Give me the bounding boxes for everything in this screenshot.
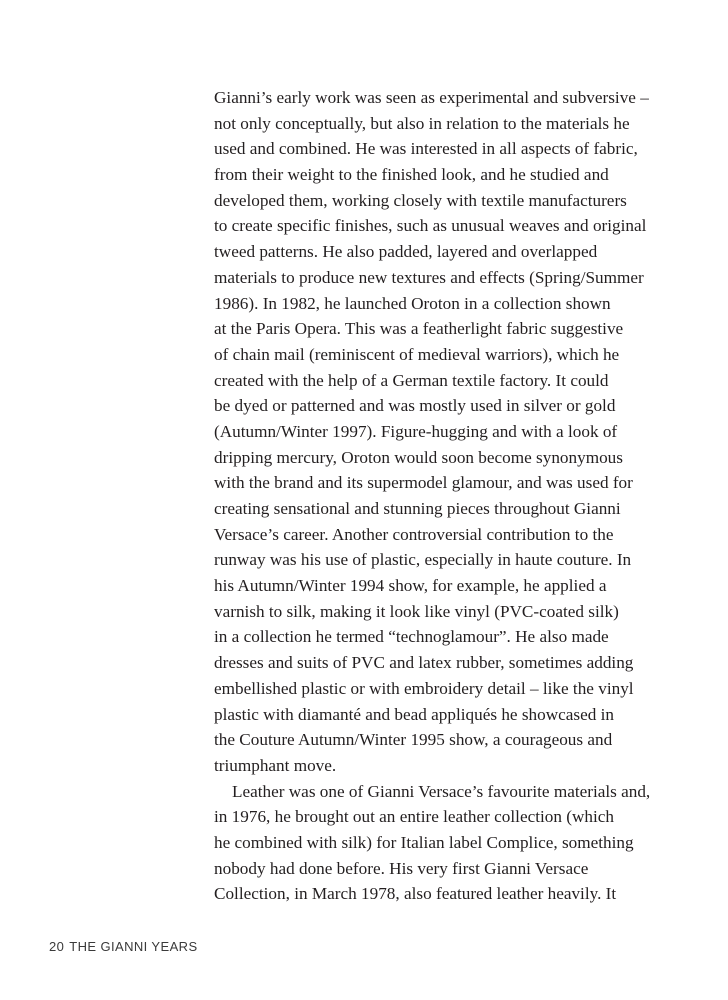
paragraph	[214, 779, 684, 907]
text-line: dripping mercury, Oroton would soon become synonymous	[214, 447, 623, 467]
text-line: be dyed or patterned and was mostly used in silver or gold	[214, 396, 616, 416]
body-text	[214, 85, 684, 907]
text-line: Gianni’s early work was seen as experimental and subversive –	[214, 88, 649, 107]
text-line: of chain mail (reminiscent of medieval warriors), which he	[214, 344, 620, 364]
text-line: materials to produce new textures and effects (Spring/Summer	[214, 267, 644, 287]
text-line: at the Paris Opera. This was a featherlight fabric suggestive	[214, 319, 624, 339]
text-line: in a collection he termed “technoglamour”. He also made	[214, 627, 609, 647]
text-line: his Autumn/Winter 1994 show, for example, he applied a	[214, 576, 607, 596]
text-line: used and combined. He was interested in all aspects of fabric,	[214, 139, 638, 159]
text-line: with the brand and its supermodel glamour, and was used for	[214, 473, 633, 493]
text-line: Versace’s career. Another controversial contribution to the	[214, 524, 614, 544]
text-line: from their weight to the finished look, and he studied and	[214, 165, 609, 185]
text-line: creating sensational and stunning pieces throughout Gianni	[214, 499, 621, 518]
text-line: varnish to silk, making it look like vinyl (PVC-coated silk)	[214, 601, 619, 621]
text-line: the Couture Autumn/Winter 1995 show, a courageous and	[214, 730, 613, 750]
text-line: 1986). In 1982, he launched Oroton in a collection shown	[214, 293, 611, 313]
text-line: tweed patterns. He also padded, layered and overlapped	[214, 242, 598, 262]
text-line: created with the help of a German textile factory. It could	[214, 370, 609, 390]
text-line: dresses and suits of PVC and latex rubber, sometimes adding	[214, 653, 634, 673]
text-line: plastic with diamanté and bead appliqués he showcased in	[214, 704, 614, 724]
text-line: (Autumn/Winter 1997). Figure-hugging and with a look of	[214, 421, 618, 441]
running-head: THE GIANNI YEARS	[69, 939, 198, 954]
text-line: Collection, in March 1978, also featured leather heavily. It	[214, 884, 617, 904]
paragraph	[214, 85, 684, 779]
text-line: developed them, working closely with textile manufacturers	[214, 190, 627, 210]
text-line: triumphant move.	[214, 755, 337, 775]
text-line: he combined with silk) for Italian label Complice, something	[214, 832, 634, 852]
text-line: not only conceptually, but also in relation to the materials he	[214, 113, 630, 133]
text-line: runway was his use of plastic, especially in haute couture. In	[214, 550, 632, 570]
text-line: embellished plastic or with embroidery detail – like the vinyl	[214, 678, 634, 698]
page-number: 20	[49, 939, 65, 954]
text-line: Leather was one of Gianni Versace’s favourite materials and,	[232, 781, 651, 801]
text-line: in 1976, he brought out an entire leather collection (which	[214, 807, 614, 827]
page-footer	[49, 939, 198, 955]
text-line: nobody had done before. His very first Gianni Versace	[214, 858, 589, 878]
text-line: to create specific finishes, such as unusual weaves and original	[214, 216, 647, 236]
